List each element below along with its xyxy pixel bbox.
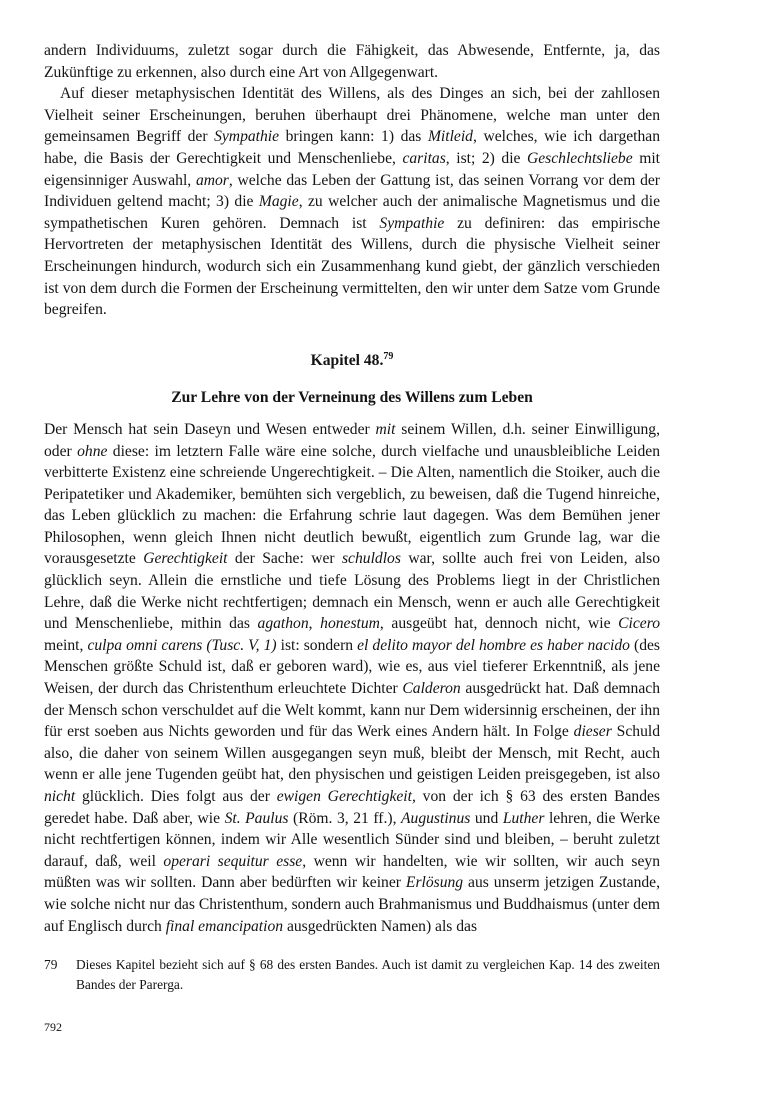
- text-run: , wenn wir handelten, wie wir sollten, wir auch seyn müßten was wir sollten. Dann aber bedürften wir keiner: [44, 852, 660, 892]
- chapter-body-paragraph: [44, 419, 660, 937]
- italic-text-run: Geschlechtsliebe: [527, 149, 633, 167]
- text-run: aus unserm jetzigen Zustande, wie solche nicht nur das Christenthum, sondern auch Brahmanismus und Buddhaismus (unter dem auf Englisch durch: [44, 874, 661, 935]
- italic-text-run: operari sequitur esse: [163, 852, 303, 870]
- italic-text-run: Sympathie: [379, 214, 445, 232]
- italic-text-run: amor: [195, 171, 229, 189]
- italic-text-run: schuldlos: [341, 550, 401, 568]
- italic-text-run: Sympathie: [214, 128, 280, 146]
- italic-text-run: ewigen Gerechtigkeit,: [276, 788, 416, 805]
- chapter-title: Kapitel 48.: [310, 351, 384, 369]
- chapter-heading: [44, 350, 660, 372]
- italic-text-run: caritas: [402, 149, 446, 167]
- section-gap: [44, 321, 660, 350]
- italic-text-run: Mitleid: [427, 128, 473, 146]
- text-run: seinem Willen, d.h. seiner Einwilligung, oder: [44, 420, 660, 460]
- text-run: von der ich § 63 des ersten Bandes geredet habe. Daß aber, wie: [44, 788, 661, 827]
- italic-text-run: ohne: [77, 442, 108, 460]
- text-run: ist: sondern: [276, 636, 358, 654]
- text-run: mit eigensinniger Auswahl,: [44, 149, 660, 189]
- text-run: war, sollte auch frei von Leiden, also glücklich seyn. Allein die ernstliche und tiefe Lösung des Problems liegt in der Christlichen Lehre, daß die Werke nicht rechtfertigen; demnach ein Mensch, wenn er auch alle Gerechtigkeit und Menschenliebe, mithin das: [44, 550, 660, 633]
- text-run: glücklich. Dies folgt aus der: [75, 788, 277, 805]
- text-run: Auf dieser metaphysischen Identität des Willens, als des Dinges an sich, bei der zahllosen Vielheit seiner Erscheinungen, beruhen überhaupt drei Phänomene, welche man unter den gemeinsamen Begriff der: [44, 85, 660, 146]
- italic-text-run: Cicero: [618, 615, 660, 633]
- italic-text-run: Luther: [502, 809, 545, 827]
- italic-text-run: nicht: [44, 788, 76, 805]
- italic-text-run: St. Paulus: [224, 809, 289, 827]
- text-run: lehren, die Werke nicht rechtfertigen können, indem wir Alle wesentlich Sünder sind und bleiben, – beruht zuletzt darauf, daß, weil: [44, 809, 660, 870]
- text-run: , ausgeübt hat, dennoch nicht, wie: [379, 615, 619, 633]
- text-run: Schuld also, die daher von seinem Willen ausgegangen seyn muß, bleibt der Mensch, mit Recht, auch wenn er alle jene Tugenden geübt hat, den physischen und geistigen Leiden preisgegeben, ist also: [44, 723, 660, 784]
- text-run: Der Mensch hat sein Daseyn und Wesen entweder: [44, 420, 376, 438]
- continuation-paragraph: [44, 40, 660, 83]
- text-run: ausgedrückten Namen) als das: [283, 917, 478, 935]
- italic-text-run: el delito mayor del hombre es haber nacido: [357, 636, 630, 654]
- text-run: , welches, wie ich dargethan habe, die Basis der Gerechtigkeit und Menschenliebe,: [44, 128, 661, 167]
- text-run: zu definiren: das empirische Hervortreten der metaphysischen Identität des Willens, durch die physische Vielheit seiner Erscheinungen hindurch, wodurch sich ein Zusammenhang kund giebt, der gänzlich verschieden ist von dem durch die Formen der Erscheinung vermittelten, den wir unter dem Satze vom Grunde begreifen.: [44, 214, 660, 319]
- footnote: [44, 955, 660, 995]
- text-run: meint,: [44, 636, 88, 654]
- text-run: , welche das Leben der Gattung ist, das seinen Vorrang vor dem der Individuen geltend macht; 3) die: [44, 171, 660, 211]
- book-page: [44, 40, 660, 1035]
- text-run: ausgedrückt hat. Daß demnach der Mensch schon verschuldet auf die Welt kommt, kann nur Dem widersinnig erscheinen, der ihn für erst soeben aus Nichts geworden und für das Werk eines Andern hält. In Folge: [44, 680, 660, 741]
- text-run: und: [470, 809, 503, 827]
- text-run: diese: im letztern Falle wäre eine solche, durch vielfache und unausbleibliche Leiden verbitterte Existenz eine schreiende Ungerechtigkeit. – Die Alten, namentlich die Stoiker, auch die Peripatetiker und Akademiker, bemühten sich vergeblich, zu beweisen, daß die Tugend hinreiche, das Leben glücklich zu machen: die Erfahrung schrie laut dagegen. Was dem Bemühen jener Philosophen, wenn gleich Ihnen nicht deutlich bewußt, eigentlich zum Grunde lag, war die vorausgesetzte: [44, 442, 660, 568]
- italic-text-run: honestum: [320, 615, 380, 633]
- text-run: andern Individuums, zuletzt sogar durch die Fähigkeit, das Abwesende, Entfernte, ja, das Zukünftige zu erkennen, also durch eine Art von Allgegenwart.: [44, 42, 660, 81]
- chapter-subtitle: Zur Lehre von der Verneinung des Willens zum Leben: [171, 389, 533, 407]
- italic-text-run: Magie: [258, 193, 299, 211]
- text-run: (Röm. 3, 21 ff.),: [288, 809, 402, 827]
- italic-text-run: agathon: [257, 615, 309, 633]
- italic-text-run: Erlösung: [405, 874, 464, 892]
- italic-text-run: Augustinus: [401, 809, 471, 827]
- text-run: , ist; 2) die: [445, 149, 527, 167]
- text-run: ,: [308, 615, 321, 633]
- sympathy-paragraph: [44, 83, 660, 321]
- text-run: (des Menschen größte Schuld ist, daß er geboren ward), wie es, aus viel tieferer Erkenntniß, als jene Weisen, der durch das Christenthum erleuchtete Dichter: [44, 636, 660, 698]
- italic-text-run: mit: [375, 420, 396, 438]
- footnote-reference[interactable]: 79: [383, 350, 394, 362]
- footnote-text: Dieses Kapitel bezieht sich auf § 68 des ersten Bandes. Auch ist damit zu vergleichen Kap. 14 des zweiten Bandes der Parerga.: [76, 957, 660, 993]
- text-run: der Sache: wer: [227, 550, 342, 568]
- italic-text-run: final emancipation: [165, 917, 284, 935]
- italic-text-run: dieser: [573, 723, 612, 741]
- text-run: bringen kann: 1) das: [279, 128, 428, 146]
- italic-text-run: Calderon: [402, 680, 461, 698]
- text-run: , zu welcher auch der animalische Magnetismus und die sympathetischen Kuren gehören. Demnach ist: [44, 193, 660, 232]
- italic-text-run: culpa omni carens (Tusc. V, 1): [87, 636, 277, 654]
- page-number: 792: [44, 1020, 62, 1035]
- italic-text-run: Gerechtigkeit: [143, 550, 228, 568]
- footnote-number: 79: [44, 957, 58, 973]
